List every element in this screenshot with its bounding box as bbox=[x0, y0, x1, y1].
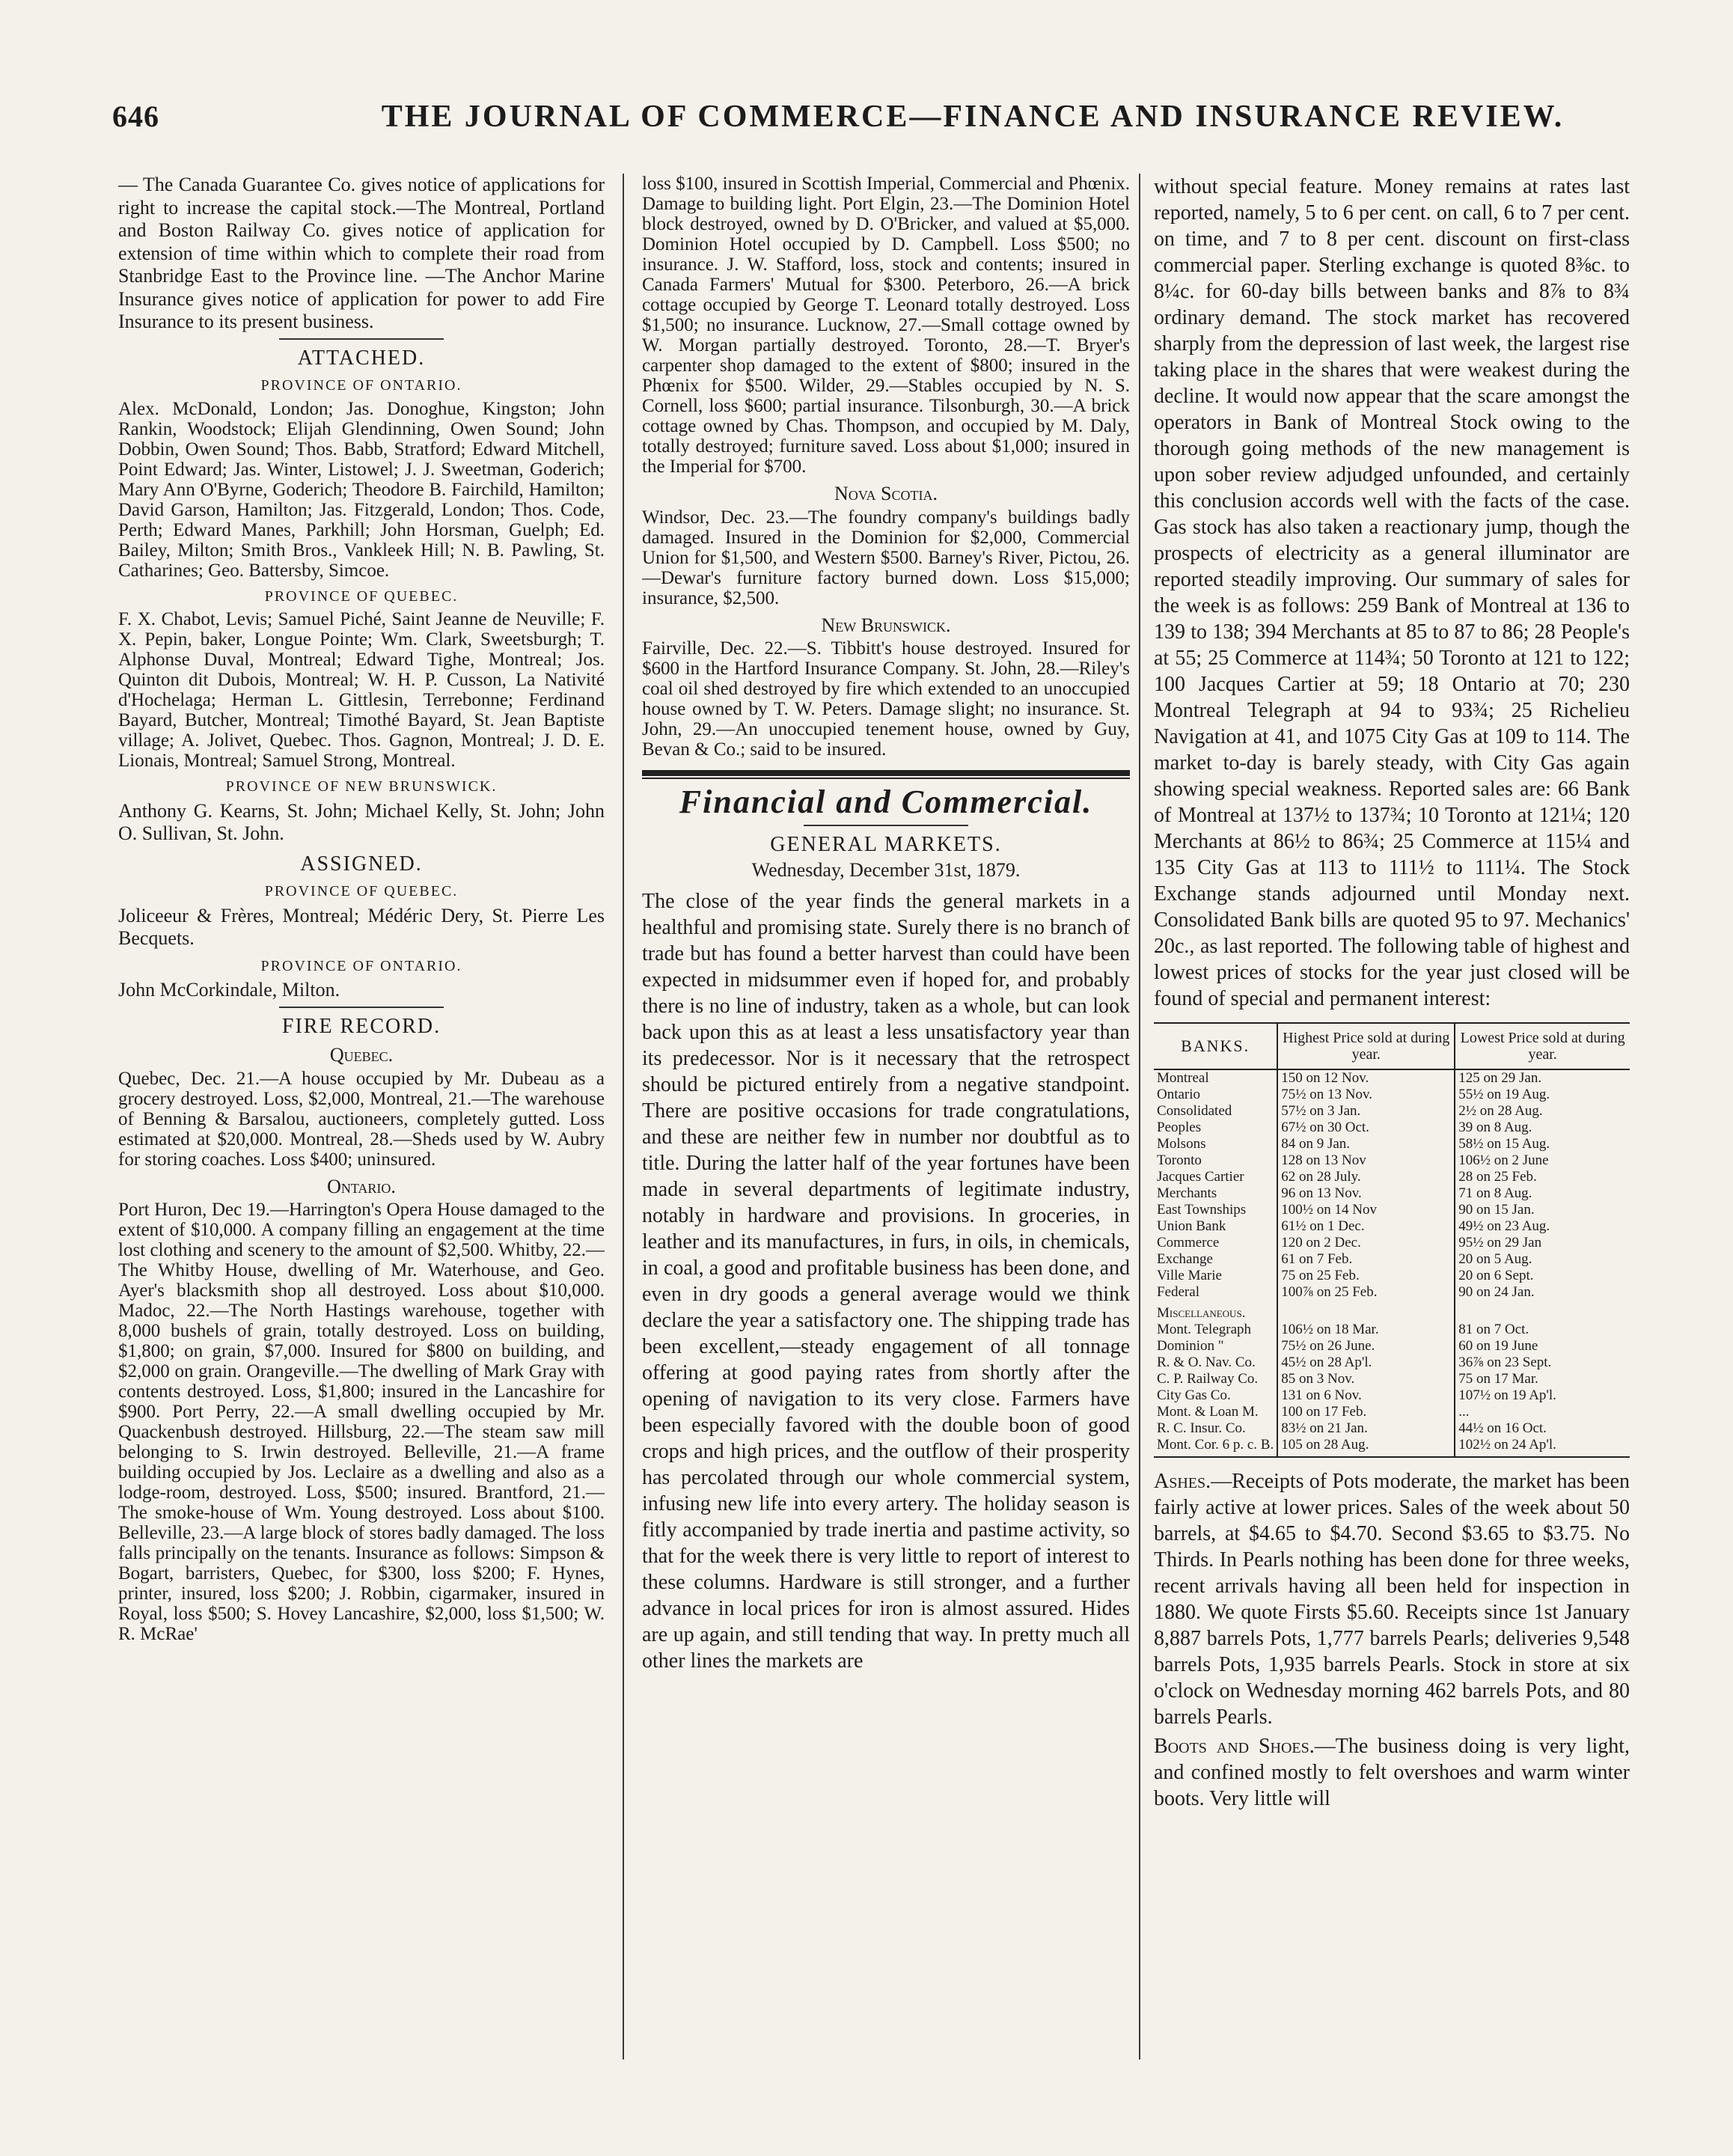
money-market-text: without special feature. Money remains at rates last reported, namely, 5 to 6 per cent. on call, 6 to 7 per cent. on time, and 7 to 8 per cent. discount on first-class commercial paper. Sterling exchange is quoted 8⅜c. to 8¼c. for 60-day bills between banks and 8⅞ to 8¾ ordinary demand. The stock market has recovered sharply from the depression of last week, the largest rise taking place in the shares that were weakest during the decline. It would now appear that the scare amongst the operators in Bank of Montreal Stock owing to the thorough going methods of the new management is upon sober review adjudged unfounded, and certainly this conclusion accords well with the facts of the case. Gas stock has also taken a reactionary jump, though the prospects of electricity as a general illuminator are reported steadily improving. Our summary of sales for the week is as follows: 259 Bank of Montreal at 136 to 139 to 138; 394 Merchants at 85 to 87 to 86; 28 People's at 55; 25 Commerce at 114¾; 50 Toronto at 121 to 122; 100 Jacques Cartier at 59; 18 Ontario at 70; 230 Montreal Telegraph at 94 to 93¾; 25 Richelieu Navigation at 41, and 1075 City Gas at 109 to 114. The market to-day is barely steady, with City Gas again showing special weakness. Reported sales are: 66 Bank of Montreal at 137½ to 137¾; 10 Toronto at 121¼; 120 Merchants at 86½ to 86¾; 25 Commerce at 115¼ and 135 City Gas at 113 to 111½ to 111¼. The Stock Exchange stands adjourned until Monday next. Consolidated Bank bills are quoted 95 to 97. Mechanics' 20c., as last reported. The following table of highest and lowest prices of stocks for the year just closed will be found of special and permanent interest: bbox=[1154, 175, 1630, 1010]
table-cell-high: 106½ on 18 Mar. bbox=[1277, 1322, 1455, 1338]
table-cell-name: Molsons bbox=[1157, 1136, 1206, 1152]
table-row bbox=[1154, 1218, 1630, 1235]
table-cell-high: 85 on 3 Nov. bbox=[1277, 1371, 1455, 1387]
table-cell-low: 90 on 24 Jan. bbox=[1455, 1284, 1630, 1301]
table-cell-low: 20 on 6 Sept. bbox=[1455, 1268, 1630, 1284]
table-cell-low: 60 on 19 June bbox=[1455, 1338, 1630, 1355]
table-cell-name: East Townships bbox=[1157, 1202, 1247, 1218]
ashes-paragraph bbox=[1154, 1468, 1630, 1730]
table-row bbox=[1154, 1202, 1630, 1218]
province-heading: PROVINCE OF QUEBEC. bbox=[264, 883, 459, 900]
attached-ontario-list: Alex. McDonald, London; Jas. Donoghue, Kingston; John Rankin, Woodstock; Elijah Glendinning, Owen Sound; John Dobbin, Owen Sound; Thos. Babb, Stratford; Edward Mitchell, Point Edward; Jas. Winter, Listowel; J. J. Sweetman, Goderich; Mary Ann O'Byrne, Goderich; Theodore B. Fairchild, Hamilton; David Garson, Hamilton; Jas. Fitzgerald, London; Thos. Code, Perth; Edward Manes, Parkhill; John Horsman, Guelph; Ed. Bailey, Milton; Smith Bros., Vankleek Hill; N. B. Pawling, St. Catharines; Geo. Battersby, Simcoe. bbox=[118, 398, 605, 581]
table-cell-low: 36⅞ on 23 Sept. bbox=[1455, 1355, 1630, 1371]
table-cell-name: Merchants bbox=[1157, 1185, 1217, 1201]
table-cell-high: 75½ on 13 Nov. bbox=[1277, 1087, 1455, 1103]
table-cell-low: 71 on 8 Aug. bbox=[1455, 1185, 1630, 1202]
table-row bbox=[1154, 1087, 1630, 1103]
table-cell-low: 2½ on 28 Aug. bbox=[1455, 1103, 1630, 1120]
table-cell-low: 81 on 7 Oct. bbox=[1455, 1322, 1630, 1338]
assigned-quebec-list: Joliceeur & Frères, Montreal; Médéric Dery, St. Pierre Les Becquets. bbox=[118, 904, 605, 949]
highest-column-header: Highest Price sold at during year. bbox=[1277, 1023, 1455, 1069]
misc-heading: Miscellaneous. bbox=[1157, 1305, 1246, 1321]
table-cell-name: Toronto bbox=[1157, 1152, 1202, 1168]
ashes-text: —Receipts of Pots moderate, the market has been fairly active at lower prices. Sales of the week about 50 barrels, at $4.65 to $4.70. Second $3.65 to $3.75. No Thirds. In Pearls nothing has been done for three weeks, recent arrivals having all been held for inspection in 1880. We quote Firsts $5.60. Receipts since 1st January 8,887 barrels Pots, 1,777 barrels Pearls; deliveries 9,548 barrels Pots, 1,935 barrels Pearls. Stock in store at six o'clock on Wednesday morning 462 barrels Pots, and 80 barrels Pearls. bbox=[1154, 1470, 1630, 1729]
banks-column-header: BANKS. bbox=[1154, 1023, 1277, 1069]
boots-text: —The business doing is very light, and confined mostly to felt overshoes and warm winter boots. Very little will bbox=[1154, 1735, 1630, 1810]
fire-ontario-text: Port Huron, Dec 19.—Harrington's Opera House damaged to the extent of $10,000. A company filling an engagement at the time lost clothing and scenery to the amount of $2,500. Whitby, 22.—The Whitby House, dwelling of Mr. Waterhouse, and Geo. Ayer's blacksmith shop all destroyed. Loss about $10,000. Madoc, 22.—The North Hastings warehouse, together with 8,000 bushels of grain, totally destroyed. Loss on building, $1,800; on grain, $7,000. Insured for $800 on building, and $2,000 on grain. Orangeville.—The dwelling of Mark Gray with contents destroyed. Loss, $1,800; insured in the Lancashire for $900. Port Perry, 22.—A small dwelling occupied by Mr. Quackenbush destroyed. Hillsburg, 22.—The steam saw mill belonging to S. Irwin destroyed. Belleville, 21.—A frame building occupied by Jos. Leclaire as a dwelling and also as a lodge-room, destroyed. Loss, $500; insured. Brantford, 21.—The smoke-house of Wm. Young destroyed. Loss about $100. Belleville, 23.—A large block of stores badly damaged. The loss falls principally on the tenants. Insurance as follows: Simpson & Bogart, barristers, Quebec, for $300, loss $200; F. Hynes, printer, insured, loss $200; J. Robbin, cigarmaker, insured in Royal, loss $500; S. Hovey Lancashire, $2,000, loss $1,500; W. R. McRae' bbox=[118, 1200, 605, 1644]
table-cell-low: 39 on 8 Aug. bbox=[1455, 1120, 1630, 1136]
table-row bbox=[1154, 1355, 1630, 1371]
table-cell-high: 100⅞ on 25 Feb. bbox=[1277, 1284, 1455, 1301]
section-rule-thick bbox=[642, 770, 1130, 776]
province-heading: PROVINCE OF QUEBEC. bbox=[264, 587, 459, 605]
column-right bbox=[1154, 174, 1630, 2059]
table-cell-name: Mont. Telegraph bbox=[1157, 1322, 1252, 1337]
table-cell-name: Consolidated bbox=[1157, 1103, 1232, 1119]
table-cell-name: Jacques Cartier bbox=[1157, 1169, 1244, 1185]
table-row bbox=[1154, 1404, 1630, 1420]
table-cell-high: 62 on 28 July. bbox=[1277, 1169, 1455, 1185]
table-row bbox=[1154, 1284, 1630, 1301]
stock-price-table bbox=[1154, 1022, 1630, 1458]
table-cell-high: 61½ on 1 Dec. bbox=[1277, 1218, 1455, 1235]
table-cell-high: 45½ on 28 Ap'l. bbox=[1277, 1355, 1455, 1371]
table-cell-low: 125 on 29 Jan. bbox=[1455, 1069, 1630, 1087]
dateline: Wednesday, December 31st, 1879. bbox=[751, 859, 1021, 881]
table-row bbox=[1154, 1185, 1630, 1202]
table-cell-high: 100½ on 14 Nov bbox=[1277, 1202, 1455, 1218]
assigned-title: ASSIGNED. bbox=[300, 852, 423, 876]
table-row bbox=[1154, 1437, 1630, 1457]
column-divider bbox=[623, 174, 624, 2059]
table-cell-name: Montreal bbox=[1157, 1070, 1209, 1086]
column-divider bbox=[1139, 174, 1140, 2059]
table-row bbox=[1154, 1322, 1630, 1338]
table-cell-high: 100 on 17 Feb. bbox=[1277, 1404, 1455, 1420]
section-rule bbox=[279, 1007, 444, 1008]
table-cell-name: Federal bbox=[1157, 1284, 1199, 1300]
notices-paragraph: — The Canada Guarantee Co. gives notice of applications for right to increase the capital stock.—The Montreal, Portland and Boston Railway Co. gives notice of application for extension of time within which to complete their road from Stanbridge East to the Province line. —The Anchor Marine Insurance gives notice of application for power to add Fire Insurance to its present business. bbox=[118, 174, 605, 332]
province-heading: PROVINCE OF ONTARIO. bbox=[260, 957, 462, 974]
table-cell-high: 67½ on 30 Oct. bbox=[1277, 1120, 1455, 1136]
table-cell-high: 75 on 25 Feb. bbox=[1277, 1268, 1455, 1284]
table-cell-low: 58½ on 15 Aug. bbox=[1455, 1136, 1630, 1152]
table-cell-name: Dominion " bbox=[1157, 1338, 1224, 1354]
province-heading: PROVINCE OF ONTARIO. bbox=[260, 377, 462, 394]
general-markets-title: GENERAL MARKETS. bbox=[770, 832, 1002, 856]
attached-title: ATTACHED. bbox=[297, 346, 426, 370]
table-cell-high: 75½ on 26 June. bbox=[1277, 1338, 1455, 1355]
table-cell-high: 61 on 7 Feb. bbox=[1277, 1251, 1455, 1268]
table-cell-high: 120 on 2 Dec. bbox=[1277, 1235, 1455, 1251]
section-rule bbox=[804, 825, 968, 826]
table-cell-name: Mont. & Loan M. bbox=[1157, 1404, 1259, 1420]
table-row bbox=[1154, 1420, 1630, 1437]
table-cell-low: 75 on 17 Mar. bbox=[1455, 1371, 1630, 1387]
journal-title: THE JOURNAL OF COMMERCE—FINANCE AND INSURANCE REVIEW. bbox=[381, 100, 1565, 134]
fire-quebec-text: Quebec, Dec. 21.—A house occupied by Mr. Dubeau as a grocery destroyed. Loss, $2,000, Montreal, 21.—The warehouse of Benning & Barsalou, auctioneers, completely gutted. Loss estimated at $20,000. Montreal, 28.—Sheds used by W. Aubry for storing coaches. Loss $400; uninsured. bbox=[118, 1068, 605, 1170]
table-row bbox=[1154, 1169, 1630, 1185]
table-cell-low: 44½ on 16 Oct. bbox=[1455, 1420, 1630, 1437]
table-cell-name: Exchange bbox=[1157, 1251, 1213, 1267]
section-rule-thin bbox=[642, 778, 1130, 779]
column-left bbox=[118, 174, 605, 2059]
table-row bbox=[1154, 1268, 1630, 1284]
table-row bbox=[1154, 1152, 1630, 1169]
fire-ns-text: Windsor, Dec. 23.—The foundry company's buildings badly damaged. Insured in the Dominion for $2,000, Commercial Union for $1,500, and Western $500. Barney's River, Pictou, 26.—Dewar's furniture factory burned down. Loss $15,000; insurance, $2,500. bbox=[642, 507, 1130, 608]
table-cell-name: Ontario bbox=[1157, 1087, 1201, 1102]
fire-record-title: FIRE RECORD. bbox=[281, 1014, 441, 1038]
table-cell-low: 95½ on 29 Jan bbox=[1455, 1235, 1630, 1251]
table-row bbox=[1154, 1371, 1630, 1387]
general-markets-text: The close of the year finds the general markets in a healthful and promising state. Surely there is no branch of trade but has found a better harvest than could have been expected in midsummer even if hoped for, and probably there is no line of industry, taken as a whole, but can look back upon this as at least a less unsatisfactory year than its predecessor. Nor is it necessary that the retrospect should be pictured entirely from a negative standpoint. There are positive occasions for trade congratulations, and these are neither few in number nor doubtful as to title. During the latter half of the year fortunes have been made in several departments of legitimate industry, notably in hardware and provisions. In groceries, in leather and its manufactures, in furs, in oils, in chemicals, in coal, a good and profitable business has been done, and even in dry goods a general average would we think declare the year a satisfactory one. The shipping trade has been excellent,—steady engagement of all tonnage offering at good paying rates from shortly after the opening of navigation to its very close. Farmers have been especially favored with the double boon of good crops and high prices, and the outflow of their prosperity has percolated through our whole commercial system, infusing new life into every artery. The holiday season is fitly accompanied by trade inertia and pastime activity, so that for the week there is very little to report of interest to these columns. Hardware is still stronger, and a further advance in local prices for iron is almost assured. Hides are up again, and still tending that way. In pretty much all other lines the markets are bbox=[642, 889, 1130, 1673]
table-cell-name: C. P. Railway Co. bbox=[1157, 1371, 1259, 1387]
fire-quebec-heading: Quebec. bbox=[329, 1044, 394, 1066]
table-cell-low: 90 on 15 Jan. bbox=[1455, 1202, 1630, 1218]
table-row bbox=[1154, 1235, 1630, 1251]
table-cell-name: Union Bank bbox=[1157, 1218, 1226, 1234]
table-header-row bbox=[1154, 1023, 1630, 1069]
table-row bbox=[1154, 1069, 1630, 1087]
ashes-lead: Ashes. bbox=[1154, 1470, 1211, 1493]
table-row bbox=[1154, 1103, 1630, 1120]
table-cell-high: 96 on 13 Nov. bbox=[1277, 1185, 1455, 1202]
table-cell-high: 83½ on 21 Jan. bbox=[1277, 1420, 1455, 1437]
table-cell-name: Peoples bbox=[1157, 1120, 1202, 1135]
table-cell-low: 107½ on 19 Ap'l. bbox=[1455, 1387, 1630, 1404]
table-cell-low: 55½ on 19 Aug. bbox=[1455, 1087, 1630, 1103]
page-header bbox=[112, 99, 1654, 144]
table-cell-high: 84 on 9 Jan. bbox=[1277, 1136, 1455, 1152]
table-cell-high: 131 on 6 Nov. bbox=[1277, 1387, 1455, 1404]
fire-nb-heading: New Brunswick. bbox=[821, 614, 951, 636]
fire-ontario-heading: Ontario. bbox=[327, 1175, 396, 1197]
lowest-column-header: Lowest Price sold at during year. bbox=[1455, 1023, 1630, 1069]
table-cell-name: Commerce bbox=[1157, 1235, 1220, 1250]
table-row bbox=[1154, 1120, 1630, 1136]
table-cell-low: 20 on 5 Aug. bbox=[1455, 1251, 1630, 1268]
attached-quebec-list: F. X. Chabot, Levis; Samuel Piché, Saint Jeanne de Neuville; F. X. Pepin, baker, Longue Pointe; Wm. Clark, Sweetsburgh; T. Alphonse Duval, Montreal; Edward Tighe, Montreal; Jos. Quinton dit Dubois, Montreal; W. H. P. Cusson, La Nativité d'Hochelaga; Herman L. Gittlesin, Terrebonne; Ferdinand Bayard, Butcher, Montreal; Timothé Bayard, St. Jean Baptiste village; A. Jolivet, Quebec. Thos. Gagnon, Montreal; J. D. E. Lionais, Montreal; Samuel Strong, Montreal. bbox=[118, 609, 605, 771]
boots-paragraph bbox=[1154, 1733, 1630, 1812]
table-cell-low: 28 on 25 Feb. bbox=[1455, 1169, 1630, 1185]
table-cell-name: R. C. Insur. Co. bbox=[1157, 1420, 1246, 1436]
table-row bbox=[1154, 1136, 1630, 1152]
table-cell-name: City Gas Co. bbox=[1157, 1387, 1231, 1403]
assigned-ontario-list: John McCorkindale, Milton. bbox=[118, 979, 340, 1001]
table-row bbox=[1154, 1251, 1630, 1268]
table-cell-name: Ville Marie bbox=[1157, 1268, 1222, 1283]
province-heading: PROVINCE OF NEW BRUNSWICK. bbox=[225, 778, 498, 795]
table-cell-high: 128 on 13 Nov bbox=[1277, 1152, 1455, 1169]
table-cell-high: 105 on 28 Aug. bbox=[1277, 1437, 1455, 1457]
table-cell-high: 150 on 12 Nov. bbox=[1277, 1069, 1455, 1087]
table-cell-low: 102½ on 24 Ap'l. bbox=[1455, 1437, 1630, 1457]
column-middle bbox=[642, 174, 1130, 2059]
table-cell-name: Mont. Cor. 6 p. c. B. bbox=[1154, 1437, 1277, 1457]
fire-nb-text: Fairville, Dec. 22.—S. Tibbitt's house destroyed. Insured for $600 in the Hartford Insurance Company. St. John, 28.—Riley's coal oil shed destroyed by fire which extended to an unoccupied house owned by T. W. Peters. Damage slight; no insurance. St. John, 29.—An unoccupied tenement house, owned by Guy, Bevan & Co.; said to be insured. bbox=[642, 638, 1130, 760]
table-row bbox=[1154, 1387, 1630, 1404]
fire-continued-text: loss $100, insured in Scottish Imperial, Commercial and Phœnix. Damage to building light. Port Elgin, 23.—The Dominion Hotel block destroyed, owned by D. O'Bricker, and valued at $5,000. Dominion Hotel occupied by D. Campbell. Loss $500; no insurance. J. W. Stafford, loss, stock and contents; insured in Canada Farmers' Mutual for $300. Peterboro, 26.—A brick cottage occupied by George T. Leonard totally destroyed. Loss $1,500; no insurance. Lucknow, 27.—Small cottage owned by W. Morgan partially destroyed. Toronto, 28.—T. Bryer's carpenter shop damaged to the extent of $800; insured in the Phœnix for $500. Wilder, 29.—Stables occupied by N. S. Cornell, loss $600; partial insurance. Tilsonburgh, 30.—A brick cottage owned by Chas. Thompson, and occupied by M. Daly, totally destroyed; furniture saved. Loss about $1,000; insured in the Imperial for $700. bbox=[642, 174, 1130, 477]
boots-lead: Boots and Shoes. bbox=[1154, 1735, 1315, 1758]
section-rule bbox=[279, 338, 444, 340]
table-subheading-row bbox=[1154, 1301, 1630, 1322]
fire-ns-heading: Nova Scotia. bbox=[834, 483, 938, 504]
table-cell-low: 106½ on 2 June bbox=[1455, 1152, 1630, 1169]
page-number: 646 bbox=[112, 100, 159, 133]
table-cell-low: 49½ on 23 Aug. bbox=[1455, 1218, 1630, 1235]
table-cell-low: ... bbox=[1455, 1404, 1630, 1420]
table-cell-name: R. & O. Nav. Co. bbox=[1157, 1355, 1256, 1370]
table-cell-high: 57½ on 3 Jan. bbox=[1277, 1103, 1455, 1120]
attached-nb-list: Anthony G. Kearns, St. John; Michael Kelly, St. John; John O. Sullivan, St. John. bbox=[118, 799, 605, 844]
financial-commercial-heading: Financial and Commercial. bbox=[679, 784, 1093, 820]
table-row bbox=[1154, 1338, 1630, 1355]
